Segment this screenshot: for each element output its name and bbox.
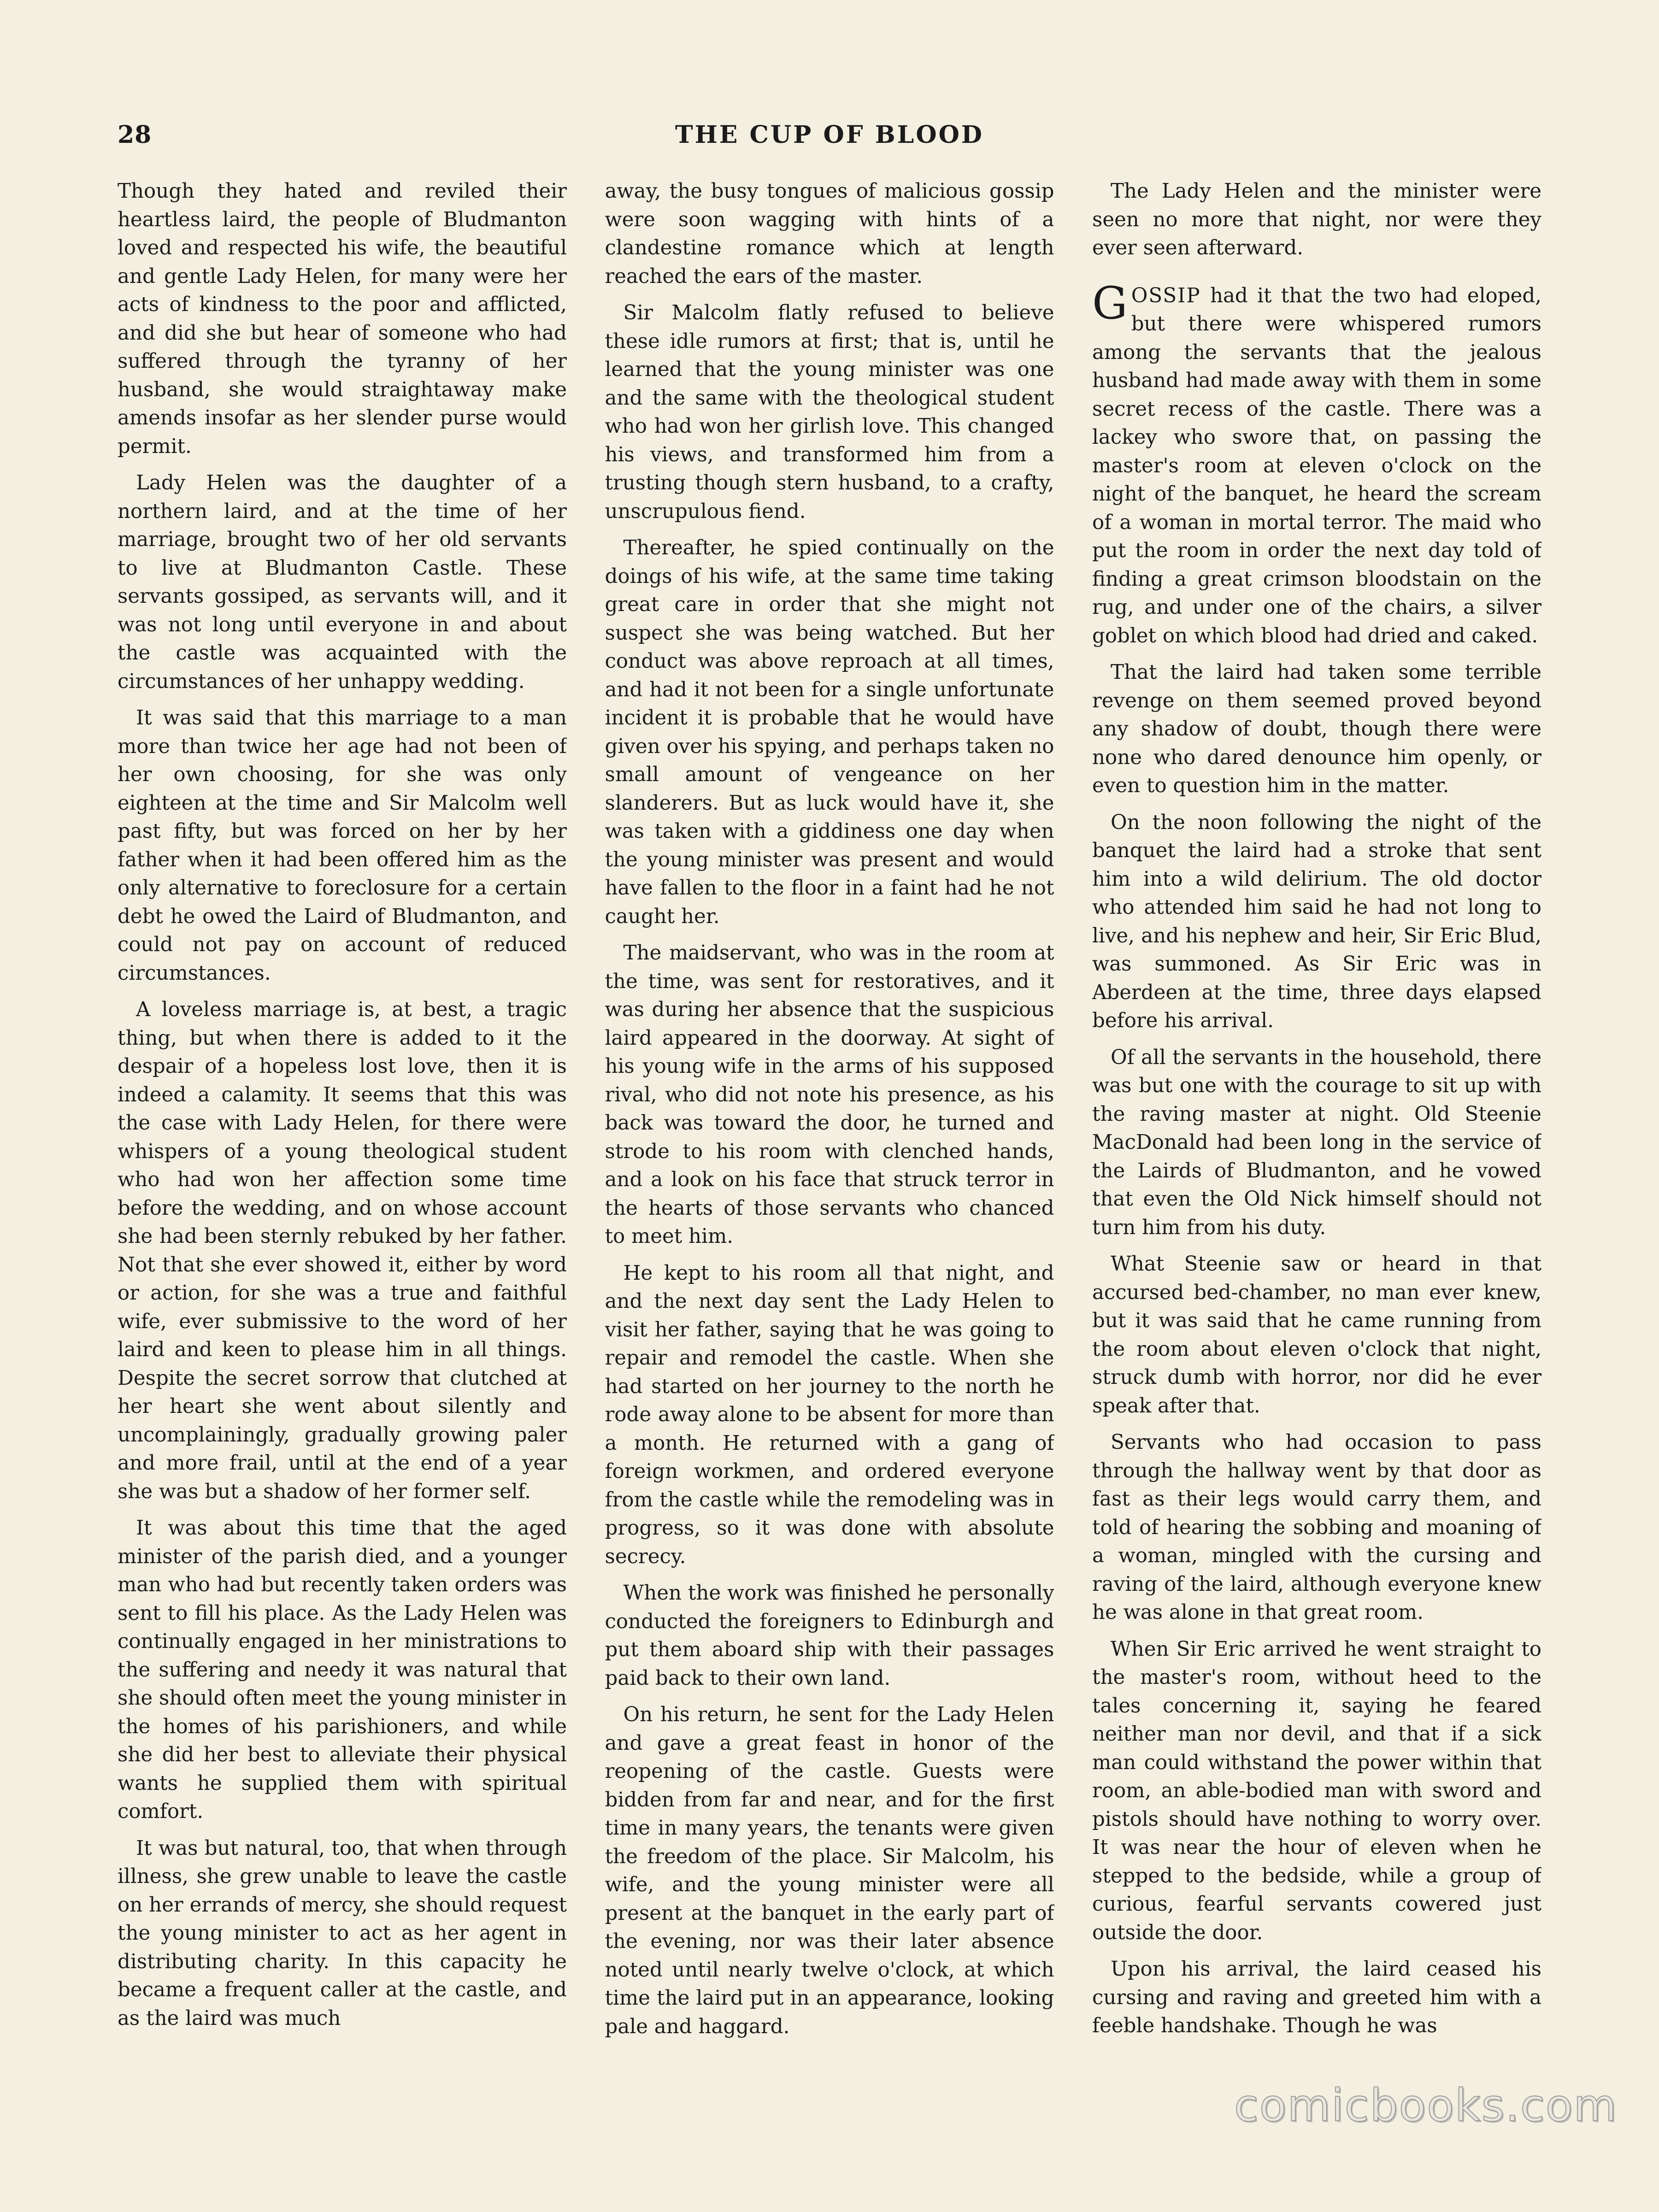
paragraph: It was but natural, too, that when through illness, she grew unable to leave the castle on her errands of mercy, she should request the young minister to act as her agent in distributing charity. In this capacity he became a frequent caller at the castle, and as the laird was much xyxy=(118,1836,567,2030)
paragraph: Lady Helen was the daughter of a northern laird, and at the time of her marriage, brought two of her old servants to live at Bludmanton Castle. These servants gossiped, as servants will, and it was not long until everyone in and about the castle was acquainted with the circumstances of her unhappy wedding. xyxy=(118,471,567,693)
paragraph: A loveless marriage is, at best, a tragic thing, but when there is added to it the despair of a hopeless lost love, then it is indeed a calamity. It seems that this was the case with Lady Helen, for there were whispers of a young theological student who had won her affection some time before the wedding, and on whose account she had been sternly rebuked by her father. Not that she ever showed it, either by word or action, for she was a true and faithful wife, ever submissive to the word of her laird and keen to please him in all things. Despite the secret sorrow that clutched at her heart she went about silently and uncomplainingly, gradually growing paler and more frail, until at the end of a year she was but a shadow of her former self. xyxy=(118,998,567,1503)
paragraph: On the noon following the night of the banquet the laird had a stroke that sent him into a wild delirium. The old doctor who attended him said he had not long to live, and his nephew and heir, Sir Eric Blud, was summoned. As Sir Eric was in Aberdeen at the time, three days elapsed before his arrival. xyxy=(1092,811,1541,1032)
paragraph: Of all the servants in the household, there was but one with the courage to sit up with the raving master at night. Old Steenie MacDonald had been long in the service of the Lairds of Bludmanton, and he vowed that even the Old Nick himself should not turn him from his duty. xyxy=(1092,1046,1541,1239)
watermark-logo: comicbooks.com xyxy=(1234,2080,1618,2131)
running-title: THE CUP OF BLOOD xyxy=(675,121,984,149)
paragraph: The Lady Helen and the minister were seen no more that night, nor were they ever seen afterward. xyxy=(1092,180,1541,259)
drop-cap: G xyxy=(1092,277,1128,329)
small-caps-lead: OSSIP xyxy=(1131,284,1201,307)
page-number: 28 xyxy=(118,121,152,149)
section-opening-paragraph xyxy=(1092,277,1541,651)
paragraph: away, the busy tongues of malicious gossip were soon wagging with hints of a clandestine romance which at length reached the ears of the master. xyxy=(605,180,1054,288)
paragraph: The maidservant, who was in the room at the time, was sent for restoratives, and it was during her absence that the suspicious laird appeared in the doorway. At sight of his young wife in the arms of his supposed rival, who did not note his presence, as his back was toward the door, he turned and strode to his room with clenched hands, and a look on his face that struck terror in the hearts of those servants who chanced to meet him. xyxy=(605,941,1054,1248)
paragraph: Thereafter, he spied continually on the doings of his wife, at the same time taking great care in order that she might not suspect she was being watched. But her conduct was above reproach at all times, and had it not been for a single unfortunate incident it is probable that he would have given over his spying, and perhaps taken no small amount of vengeance on her slanderers. But as luck would have it, she was taken with a giddiness one day when the young minister was present and would have fallen to the floor in a faint had he not caught her. xyxy=(605,536,1054,928)
paragraph: Sir Malcolm flatly refused to believe these idle rumors at first; that is, until he learned that the young minister was one and the same with the theological student who had won her girlish love. This changed his views, and transformed him from a trusting though stern husband, to a crafty, unscrupulous fiend. xyxy=(605,301,1054,523)
paragraph-text: had it that the two had eloped, but there were whispered rumors among the servants that the jealous husband had made away with them in some secret recess of the castle. There was a lackey who swore that, on passing the master's room at eleven o'clock on the night of the banquet, he heard the scream of a woman in mortal terror. The maid who put the room in order the next day told of finding a great crimson bloodstain on the rug, and under one of the chairs, a silver goblet on which blood had dried and caked. xyxy=(1092,284,1541,647)
paragraph: Upon his arrival, the laird ceased his cursing and raving and greeted him with a feeble handshake. Though he was xyxy=(1092,1958,1541,2037)
text-columns xyxy=(118,177,1541,2094)
paragraph: When Sir Eric arrived he went straight to the master's room, without heed to the tales concerning it, saying he feared neither man nor devil, and that if a sick man could withstand the power within that room, an able-bodied man with sword and pistols should have nothing to worry over. It was near the hour of eleven when he stepped to the bedside, while a group of curious, fearful servants cowered just outside the door. xyxy=(1092,1637,1541,1944)
paragraph: Though they hated and reviled their heartless laird, the people of Bludmanton loved and respected his wife, the beautiful and gentle Lady Helen, for many were her acts of kindness to the poor and afflicted, and did she but hear of someone who had suffered through the tyranny of her husband, she would straightaway make amends insofar as her slender purse would permit. xyxy=(118,180,567,458)
paragraph: Servants who had occasion to pass through the hallway went by that door as fast as their legs would carry them, and told of hearing the sobbing and moaning of a woman, mingled with the cursing and raving of the laird, although everyone knew he was alone in that great room. xyxy=(1092,1431,1541,1624)
column-3 xyxy=(1092,177,1541,2094)
paragraph: That the laird had taken some terrible revenge on them seemed proved beyond any shadow of doubt, though there were none who dared denounce him openly, or even to question him in the matter. xyxy=(1092,661,1541,797)
column-2 xyxy=(605,177,1054,2094)
paragraph: What Steenie saw or heard in that accursed bed-chamber, no man ever knew, but it was said that he came running from the room about eleven o'clock that night, struck dumb with horror, nor did he ever speak after that. xyxy=(1092,1253,1541,1418)
paragraph: It was said that this marriage to a man more than twice her age had not been of her own choosing, for she was only eighteen at the time and Sir Malcolm well past fifty, but was forced on her by her father when it had been offered him as the only alternative to foreclosure for a certain debt he owed the Laird of Bludmanton, and could not pay on account of reduced circumstances. xyxy=(118,706,567,985)
paragraph: On his return, he sent for the Lady Helen and gave a great feast in honor of the reopening of the castle. Guests were bidden from far and near, and for the first time in many years, the tenants were given the freedom of the place. Sir Malcolm, his wife, and the young minister were all present at the banquet in the early part of the evening, nor was their later absence noted until nearly twelve o'clock, at which time the laird put in an appearance, looking pale and haggard. xyxy=(605,1703,1054,2038)
paragraph: When the work was finished he personally conducted the foreigners to Edinburgh and put them aboard ship with their passages paid back to their own land. xyxy=(605,1582,1054,1690)
column-1 xyxy=(118,177,567,2094)
paragraph: He kept to his room all that night, and and the next day sent the Lady Helen to visit her father, saying that he was going to repair and remodel the castle. When she had started on her journey to the north he rode away alone to be absent for more than a month. He returned with a gang of foreign workmen, and ordered everyone from the castle while the remodeling was in progress, so it was done with absolute secrecy. xyxy=(605,1261,1054,1568)
page-header xyxy=(118,121,1541,162)
paragraph: It was about this time that the aged minister of the parish died, and a younger man who had but recently taken orders was sent to fill his place. As the Lady Helen was continually engaged in her ministrations to the suffering and needy it was natural that she should often meet the young minister in the homes of his parishioners, and while she did her best to alleviate their physical wants he supplied them with spiritual comfort. xyxy=(118,1517,567,1823)
